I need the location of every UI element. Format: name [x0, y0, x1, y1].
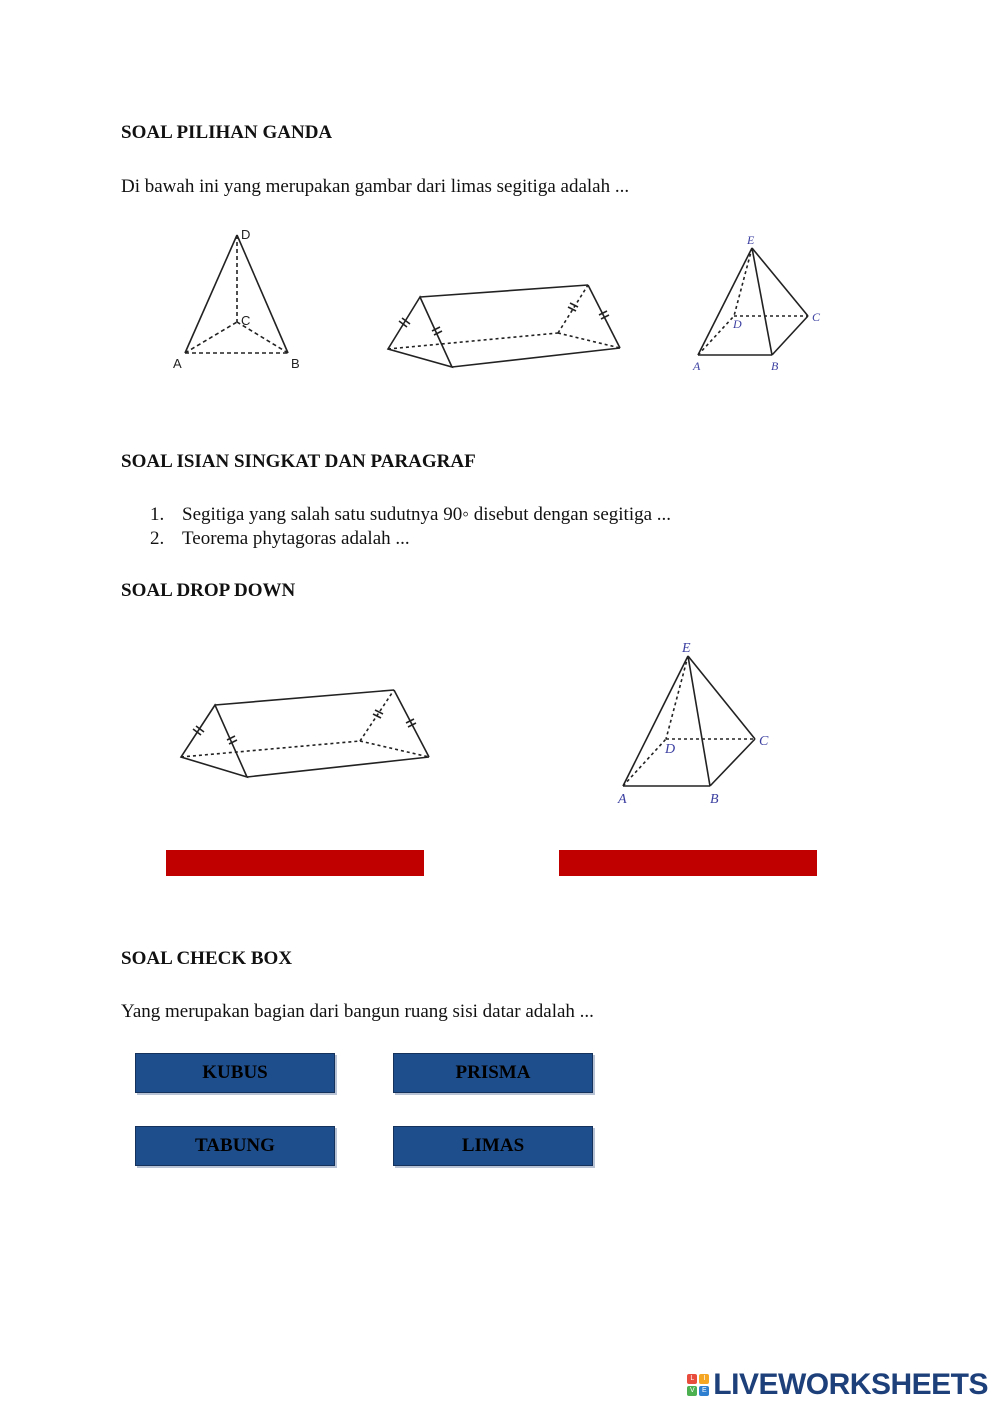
- checkbox-option-kubus[interactable]: KUBUS: [135, 1053, 335, 1093]
- triangular-prism-figure-large: [172, 680, 442, 790]
- vertex-label-d: D: [241, 227, 251, 242]
- vertex-label-b: B: [710, 792, 719, 807]
- logo-mark-tile: V: [687, 1386, 697, 1396]
- logo-mark-tile: I: [699, 1374, 709, 1384]
- section-heading-check-box: SOAL CHECK BOX: [121, 948, 293, 969]
- vertex-label-d: D: [733, 317, 742, 331]
- square-pyramid-figure-large: [612, 636, 782, 811]
- checkbox-option-prisma[interactable]: PRISMA: [393, 1053, 593, 1093]
- logo-mark-tile: E: [699, 1386, 709, 1396]
- checkbox-option-tabung[interactable]: TABUNG: [135, 1126, 335, 1166]
- vertex-label-c: C: [812, 310, 821, 324]
- list-item[interactable]: [150, 503, 671, 527]
- liveworksheets-logo: [687, 1368, 988, 1402]
- logo-text: LIVEWORKSHEETS: [713, 1368, 988, 1401]
- section-heading-drop-down: SOAL DROP DOWN: [121, 580, 296, 601]
- checkbox-option-limas[interactable]: LIMAS: [393, 1126, 593, 1166]
- vertex-label-a: A: [618, 792, 627, 807]
- question-pilihan-ganda: Di bawah ini yang merupakan gambar dari limas segitiga adalah ...: [121, 176, 630, 197]
- tetrahedron-figure[interactable]: [165, 225, 315, 375]
- vertex-label-b: B: [771, 359, 779, 373]
- vertex-label-e: E: [682, 641, 691, 656]
- list-item-text: Teorema phytagoras adalah ...: [182, 528, 410, 549]
- vertex-label-a: A: [173, 356, 182, 371]
- vertex-label-c: C: [241, 313, 251, 328]
- isian-question-list: [150, 503, 671, 551]
- section-heading-pilihan-ganda: SOAL PILIHAN GANDA: [121, 122, 333, 143]
- vertex-label-c: C: [759, 734, 769, 749]
- square-pyramid-figure[interactable]: [690, 232, 830, 377]
- list-item-number: 1.: [150, 504, 165, 525]
- vertex-label-d: D: [665, 742, 676, 757]
- question-check-box: Yang merupakan bagian dari bangun ruang sisi datar adalah ...: [121, 1001, 594, 1022]
- dropdown-answer-pyramid[interactable]: [559, 850, 817, 876]
- vertex-label-b: B: [291, 356, 300, 371]
- list-item[interactable]: [150, 527, 671, 551]
- section-heading-isian: SOAL ISIAN SINGKAT DAN PARAGRAF: [121, 451, 476, 472]
- dropdown-answer-prism[interactable]: [166, 850, 424, 876]
- vertex-label-a: A: [693, 359, 701, 373]
- liveworksheets-logo-mark: [687, 1374, 709, 1396]
- vertex-label-e: E: [747, 233, 755, 247]
- triangular-prism-figure[interactable]: [380, 275, 630, 375]
- logo-mark-tile: L: [687, 1374, 697, 1384]
- list-item-number: 2.: [150, 528, 165, 549]
- list-item-text: Segitiga yang salah satu sudutnya 90◦ disebut dengan segitiga ...: [182, 504, 672, 525]
